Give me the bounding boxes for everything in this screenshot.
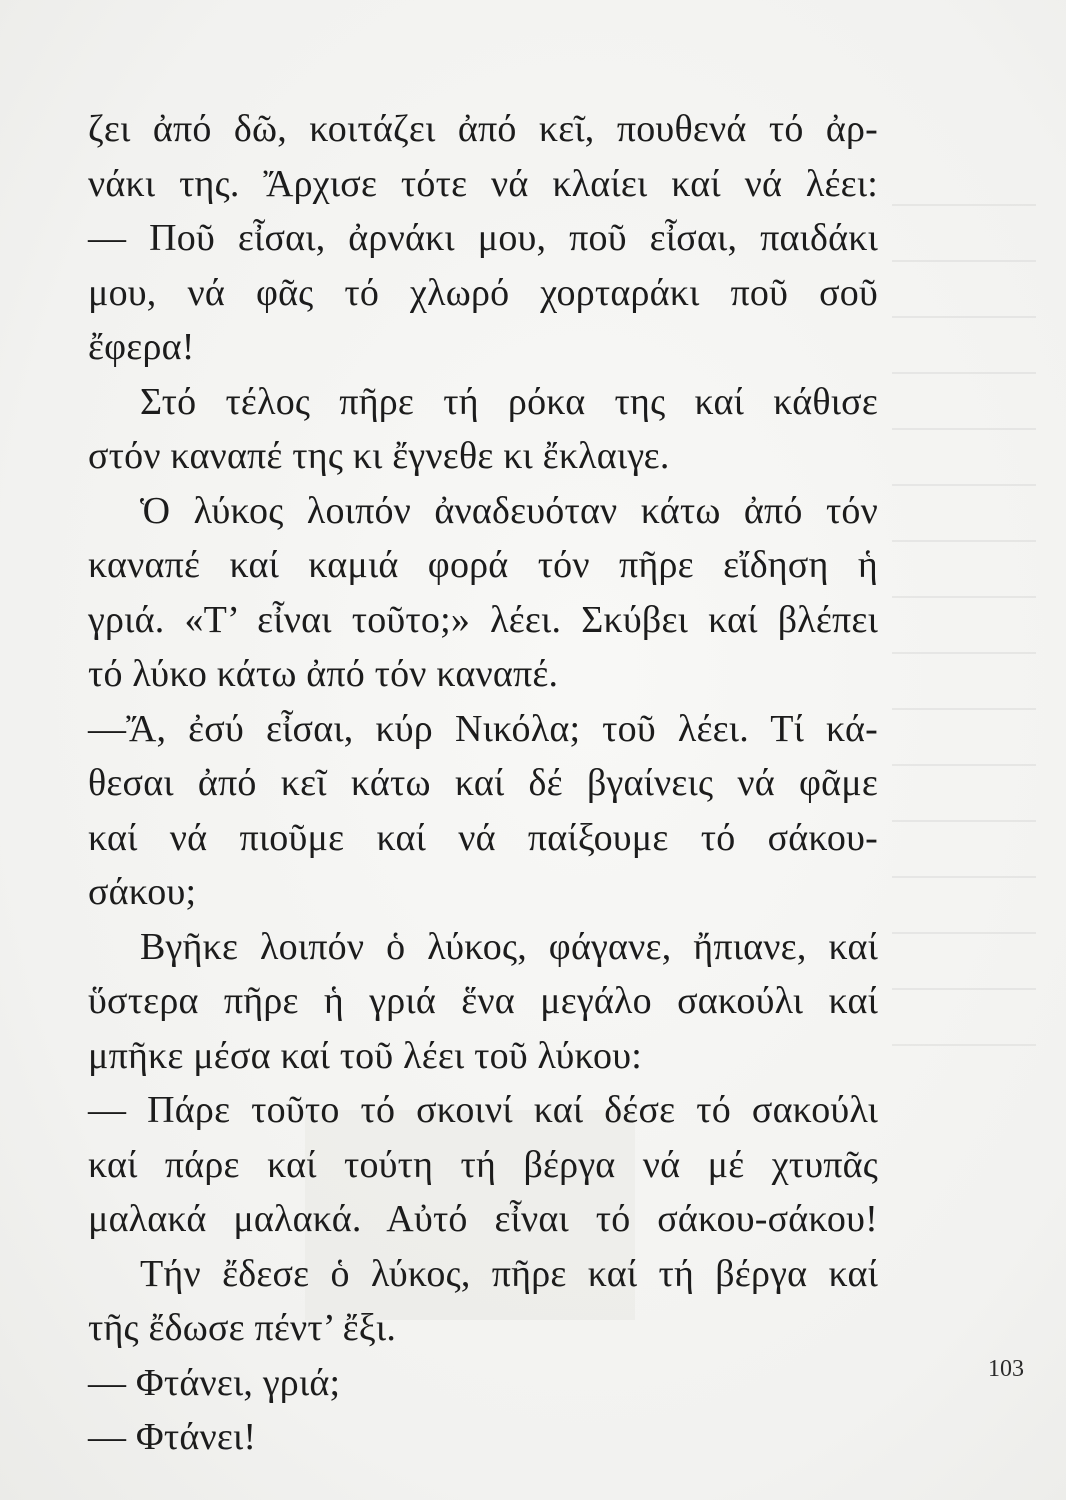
text-line: ζει ἀπό δῶ, κοιτάζει ἀπό κεῖ, πουθενά τό ἀρ- [88,108,878,150]
text-line: τό λύκο κάτω ἀπό τόν καναπέ. [88,653,559,695]
body-text [88,102,878,1465]
text-line: καναπέ καί καμιά φορά τόν πῆρε εἴδηση ἡ [88,544,878,586]
text-line: ὕστερα πῆρε ἡ γριά ἕνα μεγάλο σακούλι καί [88,980,878,1022]
text-line: νάκι της. Ἄρχισε τότε νά κλαίει καί νά λέει: [88,162,878,205]
text-line: Τήν ἔδεσε ὁ λύκος, πῆρε καί τή βέργα καί [140,1252,878,1295]
text-line: μαλακά μαλακά. Αὐτό εἶναι τό σάκου-σάκου! [88,1198,878,1240]
text-line: σάκου; [88,871,197,913]
text-line: στόν καναπέ της κι ἔγνεθε κι ἔκλαιγε. [88,435,670,477]
text-line: — Ποῦ εἶσαι, ἀρνάκι μου, ποῦ εἶσαι, παιδάκι [88,217,878,259]
text-line: θεσαι ἀπό κεῖ κάτω καί δέ βγαίνεις νά φᾶμε [88,762,878,804]
text-line: μπῆκε μέσα καί τοῦ λέει τοῦ λύκου: [88,1034,642,1077]
page-number: 103 [988,1356,1024,1382]
text-line: — Πάρε τοῦτο τό σκοινί καί δέσε τό σακούλι [88,1089,878,1131]
text-line: —Ἄ, ἐσύ εἶσαι, κύρ Νικόλα; τοῦ λέει. Τί κά- [88,707,878,750]
text-line: μου, νά φᾶς τό χλωρό χορταράκι ποῦ σοῦ [88,271,878,314]
text-line: ἔφερα! [88,326,195,368]
text-line: καί πάρε καί τούτη τή βέργα νά μέ χτυπᾶς [88,1143,878,1186]
text-line: Στό τέλος πῆρε τή ρόκα της καί κάθισε [140,380,878,423]
text-line: γριά. «Τ’ εἶναι τοῦτο;» λέει. Σκύβει καί βλέπει [88,598,878,641]
text-line: — Φτάνει! [88,1416,257,1458]
text-line: καί νά πιοῦμε καί νά παίξουμε τό σάκου- [88,816,878,859]
text-line: Ὁ λύκος λοιπόν ἀναδευόταν κάτω ἀπό τόν [140,489,878,532]
text-line: Βγῆκε λοιπόν ὁ λύκος, φάγανε, ἤπιανε, καί [140,925,878,968]
text-line: — Φτάνει, γριά; [88,1361,341,1404]
text-line: τῆς ἔδωσε πέντ’ ἔξι. [88,1307,397,1349]
